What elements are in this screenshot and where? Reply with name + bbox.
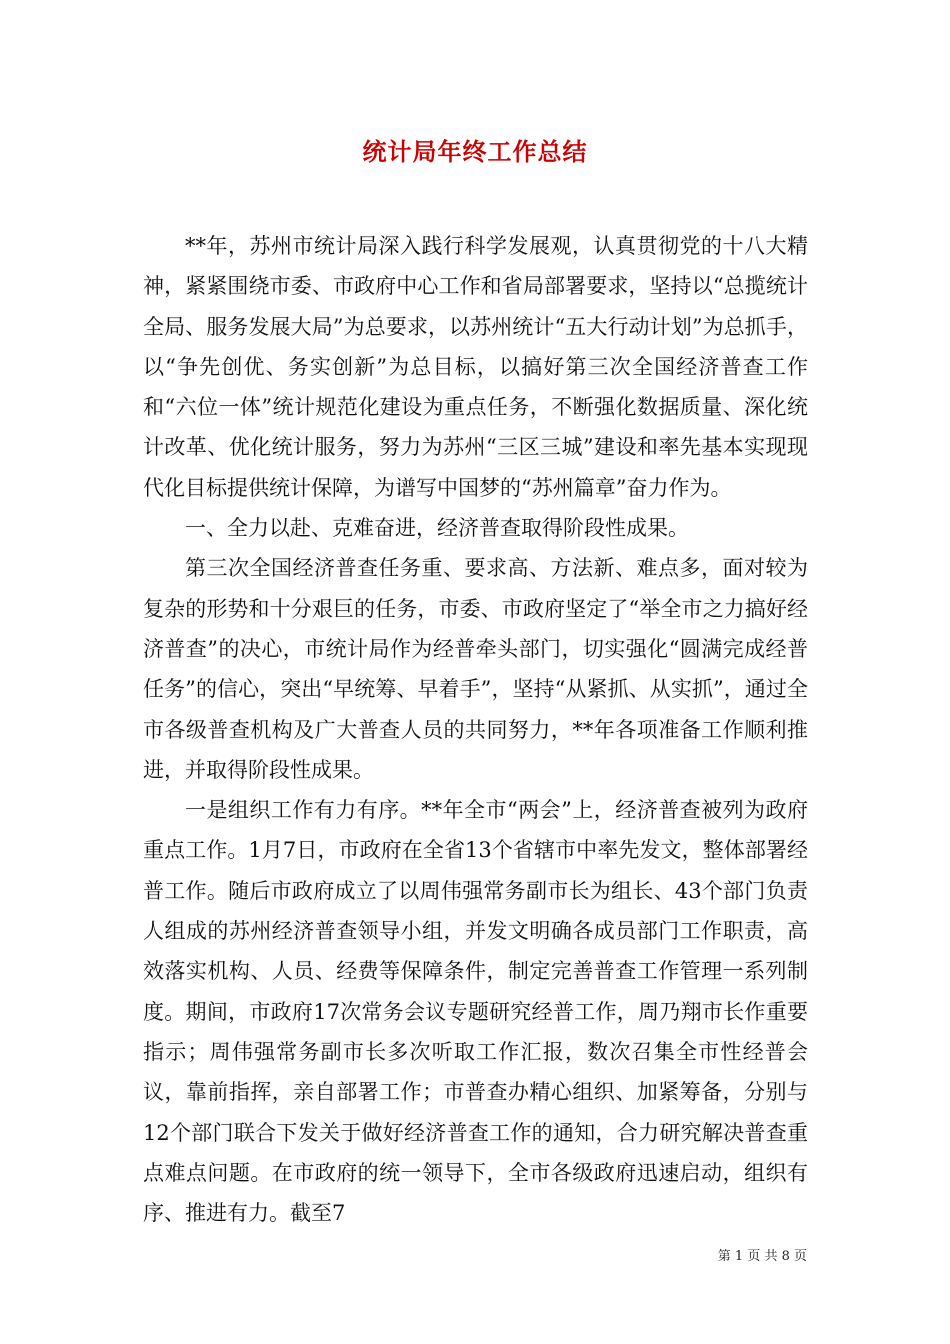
- document-body: [143, 226, 808, 1233]
- paragraph-intro: **年，苏州市统计局深入践行科学发展观，认真贯彻党的十八大精神，紧紧围绕市委、市政府中心工作和省局部署要求，坚持以“总揽统计全局、服务发展大局”为总要求，以苏州统计“五大行动计划”为总抓手，以“争先创优、务实创新”为总目标，以搞好第三次全国经济普查工作和“六位一体”统计规范化建设为重点任务，不断强化数据质量、深化统计改革、优化统计服务，努力为苏州“三区三城”建设和率先基本实现现代化目标提供统计保障，为谱写中国梦的“苏州篇章”奋力作为。: [143, 234, 808, 500]
- section-heading-1: 一、全力以赴、克难奋进，经济普查取得阶段性成果。: [185, 516, 689, 541]
- page-number: 第 1 页 共 8 页: [717, 1249, 807, 1264]
- paragraph-economic-census: 第三次全国经济普查任务重、要求高、方法新、难点多，面对较为复杂的形势和十分艰巨的任务，市委、市政府坚定了“举全市之力搞好经济普查”的决心，市统计局作为经普牵头部门，切实强化“圆满完成经普任务”的信心，突出“早统筹、早着手”，坚持“从紧抓、从实抓”，通过全市各级普查机构及广大普查人员的共同努力，**年各项准备工作顺利推进，并取得阶段性成果。: [143, 556, 808, 782]
- paragraph-organization: 一是组织工作有力有序。**年全市“两会”上，经济普查被列为政府重点工作。1月7日，市政府在全省13个省辖市中率先发文，整体部署经普工作。随后市政府成立了以周伟强常务副市长为组长、43个部门负责人组成的苏州经济普查领导小组，并发文明确各成员部门工作职责，高效落实机构、人员、经费等保障条件，制定完善普查工作管理一系列制度。期间，市政府17次常务会议专题研究经普工作，周乃翔市长作重要指示；周伟强常务副市长多次听取工作汇报，数次召集全市性经普会议，靠前指挥，亲自部署工作；市普查办精心组织、加紧筹备，分别与12个部门联合下发关于做好经济普查工作的通知，合力研究解决普查重点难点问题。在市政府的统一领导下，全市各级政府迅速启动，组织有序、推进有力。截至7: [143, 798, 808, 1226]
- document-title: 统计局年终工作总结: [362, 138, 588, 166]
